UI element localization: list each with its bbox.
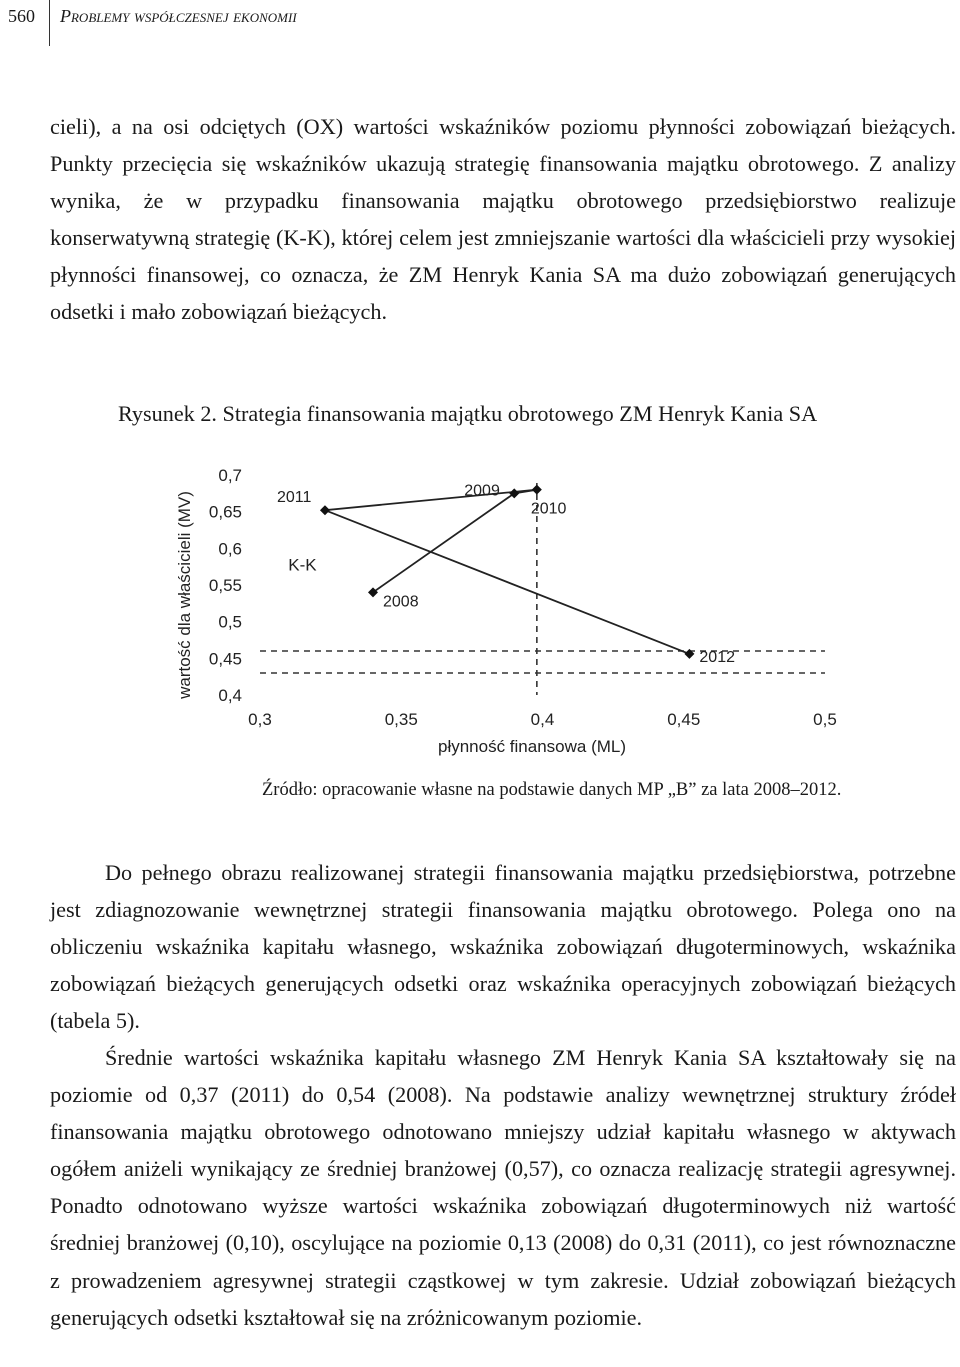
paragraph-3: Średnie wartości wskaźnika kapitału własnego ZM Henryk Kania SA kształtowały się na poziomie od 0,37 (2011) do 0,54 (2008). Na podstawie analizy wewnętrznej struktury źródeł finansowania majątku obrotowego odnotowano mniejszy udział kapitału własnego w aktywach ogółem aniżeli wynikający ze średniej branżowej (0,57), co oznacza realizację strategii agresywnej. Ponadto odnotowano wyższe wartości wskaźnika zobowiązań długoterminowych niż wartość średniej branżowej (0,10), oscylujące na poziomie 0,13 (2008) do 0,31 (2011), co jest równoznaczne z prowadzeniem agresywnej strategii cząstkowej w tym zakresie. Udział zobowiązań bieżących generujących odsetki kształtował się na zróżnicowanym poziomie.: [50, 1045, 956, 1330]
x-tick-label: 0,4: [530, 710, 555, 729]
data-label-2012: 2012: [699, 648, 735, 666]
x-tick-label: 0,5: [813, 710, 837, 729]
strategy-annotation: K-K: [288, 555, 317, 575]
data-label-2009: 2009: [464, 482, 500, 500]
y-tick-label: 0,5: [218, 612, 242, 632]
y-tick-label: 0,45: [208, 649, 242, 669]
page-number: 560: [8, 6, 35, 26]
y-tick-label: 0,6: [218, 539, 242, 559]
y-tick-label: 0,65: [208, 502, 242, 522]
data-point-2011: [320, 505, 330, 515]
figure-caption: Rysunek 2. Strategia finansowania majątku obrotowego ZM Henryk Kania SA: [118, 401, 818, 426]
paragraph-1: cieli), a na osi odciętych (OX) wartości wskaźników poziomu płynności zobowiązań bieżących. Punkty przecięcia się wskaźników ukazują strategię finansowania majątku obrotowego. Z analizy wynika, że w przypadku finansowania majątku obrotowego przedsiębiorstwo realizuje konserwatywną strategię (K-K), której celem jest zmniejszanie wartości dla właścicieli przy wysokiej płynności finansowej, co oznacza, że ZM Henryk Kania SA ma dużo zobowiązań generujących odsetki i mało zobowiązań bieżących.: [50, 114, 956, 325]
y-tick-label: 0,55: [208, 576, 242, 595]
header-divider: [49, 0, 50, 46]
y-tick-label: 0,7: [218, 466, 242, 485]
series-line: [325, 490, 689, 654]
y-axis-title: wartość dla właścicieli (MV): [175, 491, 194, 699]
running-header: [0, 0, 960, 50]
x-tick-label: 0,3: [248, 710, 272, 729]
data-label-2011: 2011: [276, 489, 312, 507]
strategy-chart: [170, 455, 850, 760]
data-label-2010: 2010: [530, 500, 567, 518]
journal-title: Problemy współczesnej ekonomii: [60, 6, 297, 26]
paragraph-2: Do pełnego obrazu realizowanej strategii finansowania majątku przedsiębiorstwa, potrzebne jest zdiagnozowanie wewnętrznej strategii finansowania majątku obrotowego. Polega ono na obliczeniu wskaźnika kapitału własnego, wskaźnika zobowiązań długoterminowych, wskaźnika zobowiązań bieżących generujących odsetki oraz wskaźnika operacyjnych zobowiązań bieżących (tabela 5).: [50, 860, 956, 1034]
x-tick-label: 0,45: [667, 710, 701, 729]
x-axis-title: płynność finansowa (ML): [437, 737, 627, 756]
y-tick-label: 0,4: [218, 686, 242, 705]
figure-source: Źródło: opracowanie własne na podstawie danych MP „B” za lata 2008–2012.: [262, 780, 842, 800]
x-tick-label: 0,35: [384, 710, 418, 729]
data-label-2008: 2008: [383, 593, 419, 611]
data-point-2010: [532, 485, 542, 495]
